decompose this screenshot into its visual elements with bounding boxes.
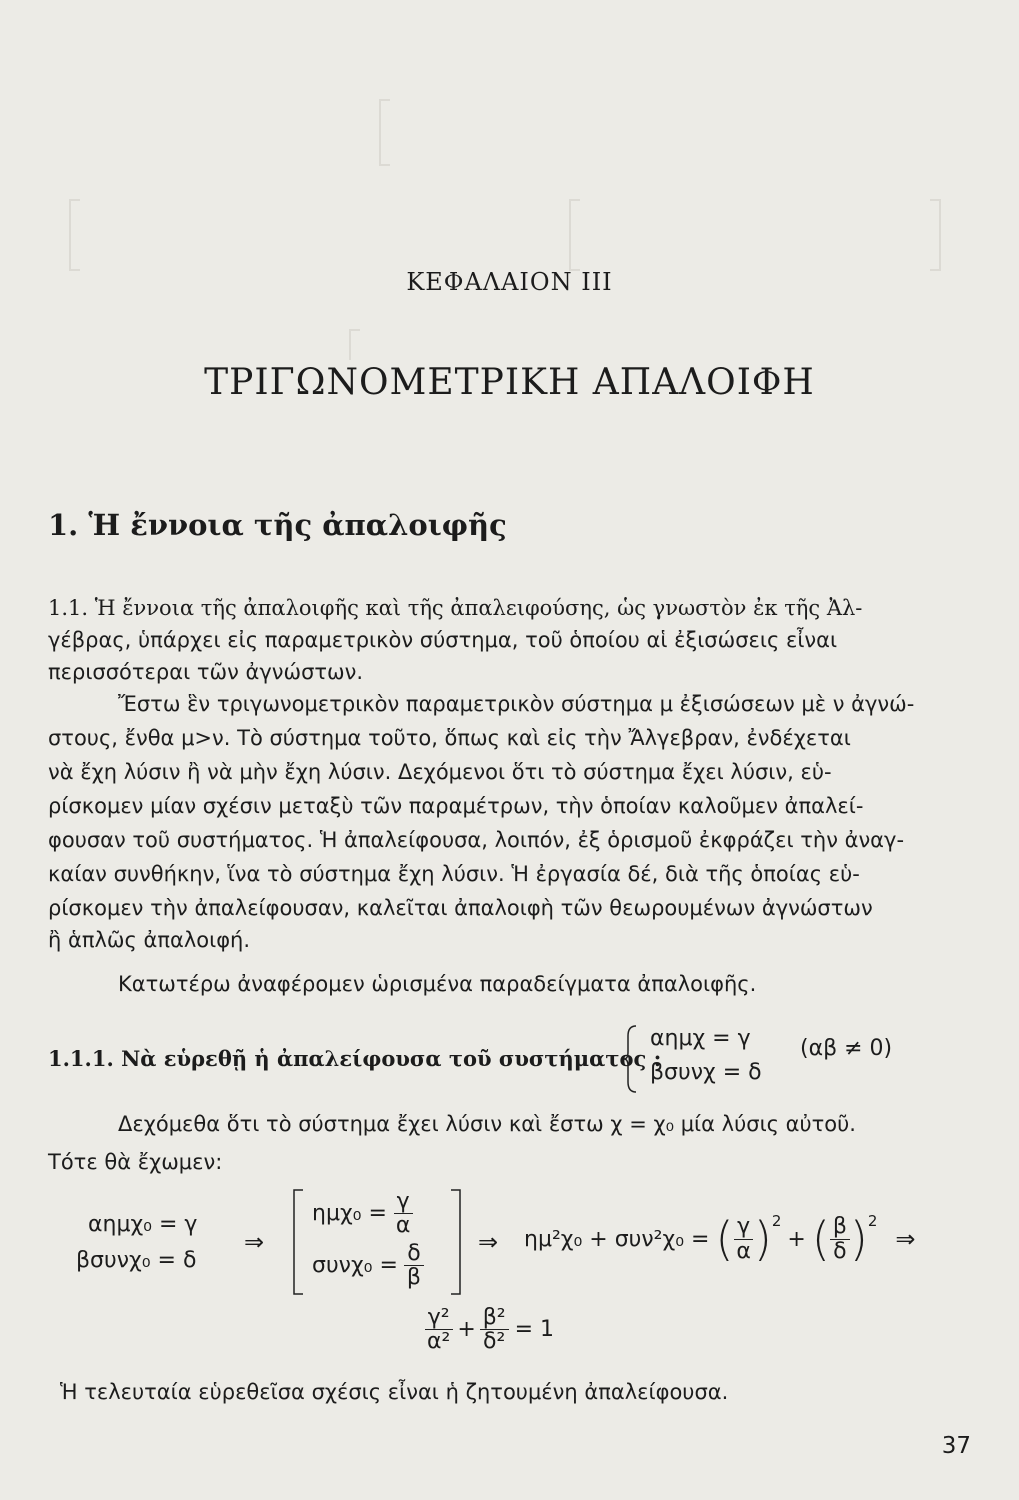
system-eq-1: αημχ = γ [650,1026,751,1051]
fraction-denominator: δ [833,1238,847,1264]
paren-1-fraction [733,1215,754,1262]
sum-lhs: ημ²χ₀ + συν²χ₀ = [524,1226,710,1252]
system-condition: (αβ ≠ 0) [800,1036,893,1061]
open-paren-1: ( [715,1212,734,1266]
implies-arrow-1: ⇒ [244,1228,265,1256]
exponent-2: 2 [867,1212,878,1230]
intro-line-11: ἢ ἁπλῶς ἀπαλοιφή. [48,928,251,952]
intro-line-3: περισσότεραι τῶν ἀγνώστων. [48,660,364,684]
intro-line-10: ρίσκομεν τὴν ἀπαλείφουσαν, καλεῖται ἀπαλοιφὴ τῶν θεωρουμένων ἀγνώστων [48,896,873,920]
implies-arrow-3: ⇒ [895,1225,916,1253]
middle-eq-2 [312,1242,424,1289]
fraction-numerator: δ [404,1242,423,1266]
system-eq-2: βσυνχ = δ [650,1060,762,1085]
final-fraction-1 [424,1306,453,1353]
paren-2-fraction [830,1215,850,1262]
derivation-left-eq-2: βσυνχ₀ = δ [76,1248,197,1273]
close-paren-2: ) [849,1212,868,1266]
solution-line-2: Τότε θὰ ἔχωμεν: [48,1150,223,1174]
intro-line-5: στους, ἔνθα μ>ν. Τὸ σύστημα τοῦτο, ὅπως καὶ εἰς τὴν Ἄλγεβραν, ἐνδέχεται [48,726,851,750]
intro-line-1 [48,596,862,620]
final-equation [424,1306,554,1353]
conclusion: Ἡ τελευταία εὑρεθεῖσα σχέσις εἶναι ἡ ζητουμένη ἀπαλείφουσα. [60,1380,729,1404]
middle-eq-2-fraction [404,1242,424,1289]
middle-brace-left [290,1188,306,1300]
system-brace [624,1024,640,1094]
open-paren-2: ( [811,1212,830,1266]
intro-line-2: γέβρας, ὑπάρχει εἰς παραμετρικὸν σύστημα, τοῦ ὁποίου αἱ ἐξισώσεις εἶναι [48,628,838,652]
final-plus-sign: + [457,1317,476,1343]
intro-line-7: ρίσκομεν μίαν σχέσιν μεταξὺ τῶν παραμέτρων, τὴν ὁποίαν καλοῦμεν ἀπαλεί- [48,794,864,818]
fraction-denominator: α [395,1213,411,1239]
intro-line-12: Κατωτέρω ἀναφέρομεν ὡρισμένα παραδείγματα ἀπαλοιφῆς. [118,972,757,996]
solution-line-1: Δεχόμεθα ὅτι τὸ σύστημα ἔχει λύσιν καὶ ἔστω χ = χ₀ μία λύσις αὐτοῦ. [118,1112,856,1136]
plus-sign: + [787,1226,806,1252]
fraction-denominator: δ² [483,1329,506,1355]
middle-eq-1 [312,1190,413,1237]
fraction-numerator: γ [734,1215,753,1239]
fraction-numerator: β² [480,1306,509,1330]
final-rhs: = 1 [514,1317,555,1343]
fraction-denominator: α² [427,1329,451,1355]
intro-line-1-text: 1.1. Ἡ ἔννοια τῆς ἀπαλοιφῆς καὶ τῆς ἀπαλειφούσης, ὡς γνωστὸν ἐκ τῆς Ἀλ- [48,596,863,620]
middle-eq-1-lhs: ημχ₀ = [312,1201,387,1227]
exponent-1: 2 [771,1212,782,1230]
derivation-left-eq-1: αημχ₀ = γ [88,1212,198,1237]
left-brace-icon [624,1024,640,1094]
final-fraction-2 [480,1306,509,1353]
fraction-denominator: β [406,1265,421,1291]
implies-arrow-2: ⇒ [478,1228,499,1256]
intro-line-4: Ἔστω ἓν τριγωνομετρικὸν παραμετρικὸν σύστημα μ ἐξισώσεων μὲ ν ἀγνώ- [118,692,915,716]
section-title: 1. Ἡ ἔννοια τῆς ἀπαλοιφῆς [48,508,507,542]
bleed-through-decoration [60,60,960,360]
subsection-title: 1.1.1. Νὰ εὑρεθῇ ἡ ἀπαλείφουσα τοῦ συστήματος : [48,1046,662,1071]
intro-line-9: καίαν συνθήκην, ἵνα τὸ σύστημα ἔχη λύσιν. Ἡ ἐργασία δέ, διὰ τῆς ὁποίας εὑ- [48,862,860,886]
left-bracket-icon [290,1188,306,1296]
sum-of-squares [524,1212,915,1266]
close-paren-1: ) [753,1212,772,1266]
chapter-heading: ΚΕΦΑΛΑΙΟΝ ΙΙΙ [406,268,613,296]
fraction-numerator: β [830,1215,850,1239]
bleed-through-brackets-icon [60,60,960,360]
middle-eq-1-fraction [393,1190,414,1237]
fraction-numerator: γ² [425,1306,453,1330]
middle-eq-2-lhs: συνχ₀ = [312,1253,398,1279]
chapter-title: ΤΡΙΓΩΝΟΜΕΤΡΙΚΗ ΑΠΑΛΟΙΦΗ [204,362,815,403]
middle-brace-right [448,1188,464,1300]
fraction-numerator: γ [394,1190,413,1214]
right-bracket-icon [448,1188,464,1296]
intro-line-8: φουσαν τοῦ συστήματος. Ἡ ἀπαλείφουσα, λοιπόν, ἐξ ὁρισμοῦ ἐκφράζει τὴν ἀναγ- [48,828,905,852]
page-number: 37 [941,1433,971,1459]
intro-line-6: νὰ ἔχη λύσιν ἢ νὰ μὴν ἔχη λύσιν. Δεχόμενοι ὅτι τὸ σύστημα ἔχει λύσιν, εὑ- [48,760,832,784]
fraction-denominator: α [736,1238,751,1264]
